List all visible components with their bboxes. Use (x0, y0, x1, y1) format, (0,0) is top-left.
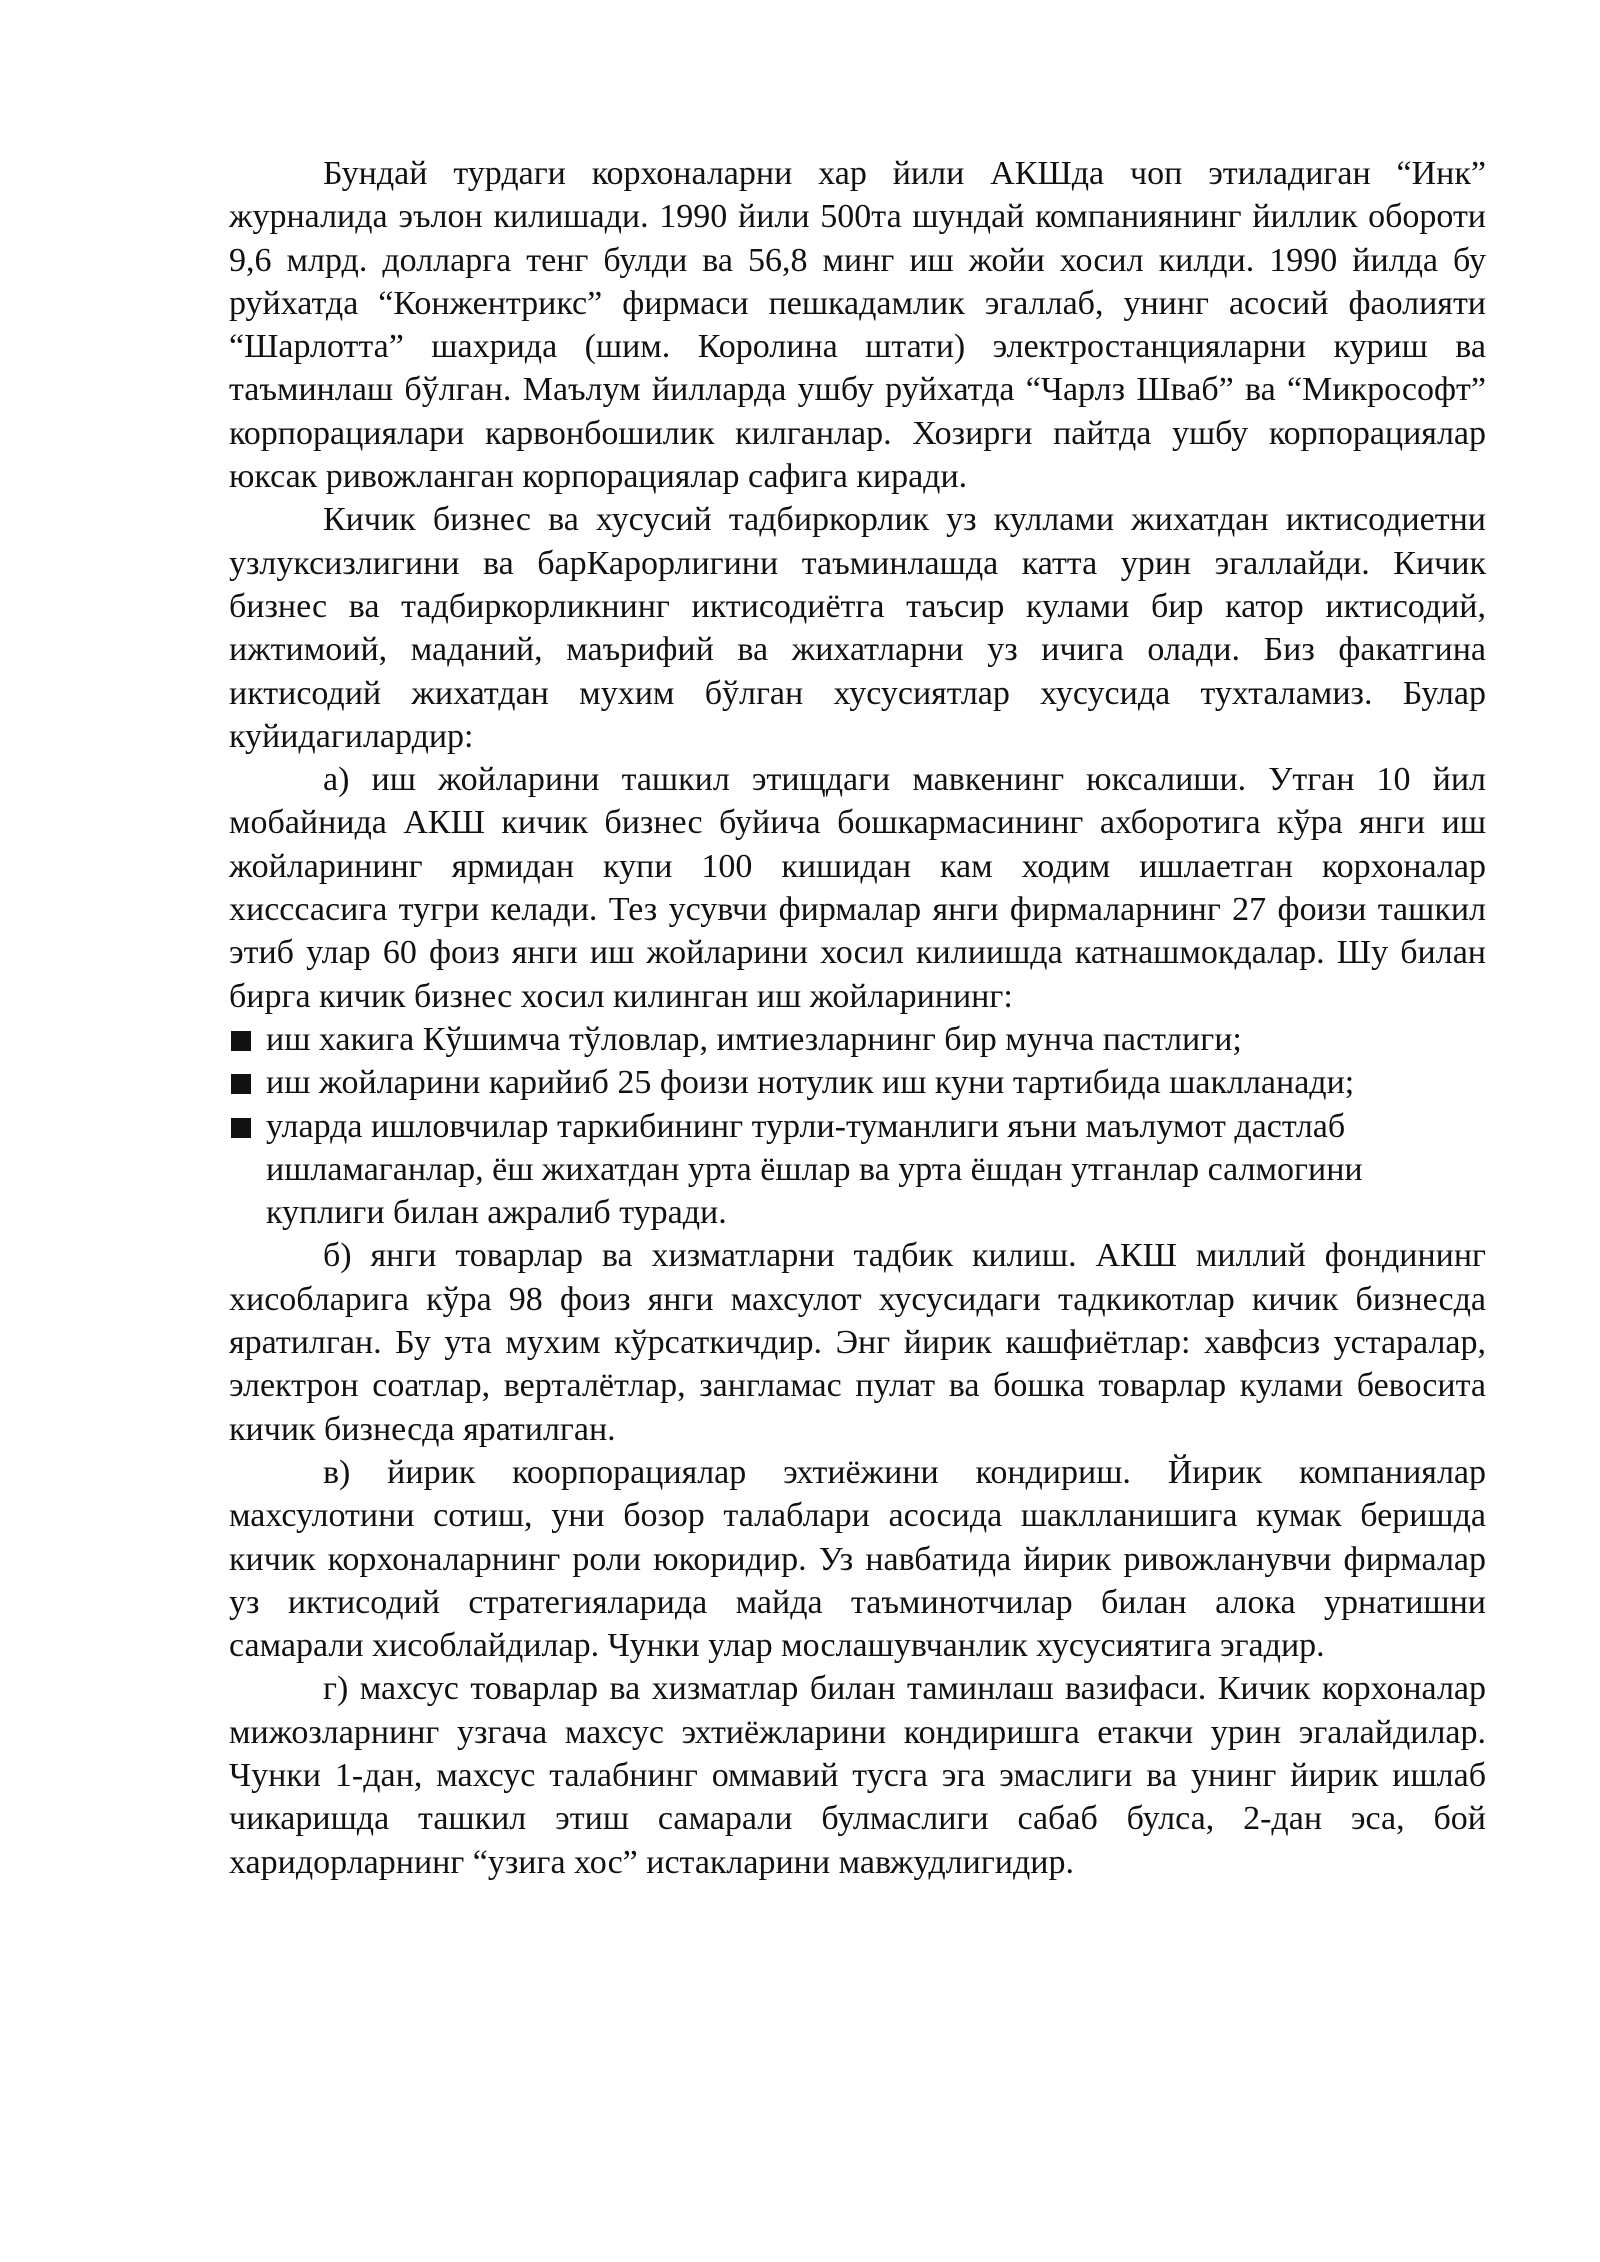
bullet-list (229, 1018, 1486, 1234)
list-item-text: иш жойларини карийиб 25 фоизи нотулик иш куни тартибида шаклланади; (266, 1064, 1355, 1102)
paragraph-item-b: б) янги товарлар ва хизматларни тадбик килиш. АКШ миллий фондининг хисобларига кўра 98 фоиз янги махсулот хусусидаги тадкикотлар кичик бизнесда яратилган. Бу ута мухим кўрсаткичдир. Энг йирик кашфиётлар: хавфсиз устаралар, электрон соатлар, верталётлар, зангламас пулат ва бошка товарлар кулами бевосита кичик бизнесда яратилган. (229, 1237, 1486, 1448)
square-bullet-icon (231, 1074, 251, 1094)
paragraph-item-v: в) йирик коорпорациялар эхтиёжини кондириш. Йирик компаниялар махсулотини сотиш, уни бозор талаблари асосида шаклланишига кумак беришда кичик корхоналарнинг роли юкоридир. Уз навбатида йирик ривожланувчи фирмалар уз иктисодий стратегияларида майда таъминотчилар билан алока урнатишни самарали хисоблайдилар. Чунки улар мослашувчанлик хусусиятига эгадир. (229, 1453, 1486, 1665)
list-item-text: иш хакига Кўшимча тўловлар, имтиезларнинг бир мунча пастлиги; (266, 1020, 1242, 1058)
paragraph-intro: Бундай турдаги корхоналарни хар йили АКШда чоп этиладиган “Инк” журналида эълон килишади. 1990 йили 500та шундай компаниянинг йиллик обороти 9,6 млрд. долларга тенг булди ва 56,8 минг иш жойи хосил килди. 1990 йилда бу руйхатда “Конжентрикс” фирмаси пешкадамлик эгаллаб, унинг асосий фаолияти “Шарлотта” шахрида (шим. Королина штати) электростанцияларни куриш ва таъминлаш бўлган. Маълум йилларда ушбу руйхатда “Чарлз Шваб” ва “Микрософт” корпорациялари карвонбошилик килганлар. Хозирги пайтда ушбу корпорациялар юксак ривожланган корпорациялар сафига киради. (229, 155, 1486, 496)
paragraph-item-a: а) иш жойларини ташкил этищдаги мавкенинг юксалиши. Утган 10 йил мобайнида АКШ кичик бизнес буйича бошкармасининг ахборотига кўра янги иш жойларининг ярмидан купи 100 кишидан кам ходим ишлаетган корхоналар хисссасига тугри келади. Тез усувчи фирмалар янги фирмаларнинг 27 фоизи ташкил этиб улар 60 фоиз янги иш жойларини хосил килиишда катнашмокдалар. Шу билан бирга кичик бизнес хосил килинган иш жойларининг: (229, 761, 1486, 1015)
square-bullet-icon (231, 1118, 251, 1138)
paragraph-small-business: Кичик бизнес ва хусусий тадбиркорлик уз куллами жихатдан иктисодиетни узлуксизлигини ва барКарорлигини таъминлашда катта урин эгаллайди. Кичик бизнес ва тадбиркорликнинг иктисодиётга таъсир кулами бир катор иктисодий, ижтимоий, маданий, маърифий ва жихатларни уз ичига олади. Биз факатгина иктисодий жихатдан мухим бўлган хусусиятлар хусусида тухталамиз. Булар куйидагилардир: (229, 501, 1486, 755)
square-bullet-icon (231, 1031, 251, 1051)
paragraph-item-g: г) махсус товарлар ва хизматлар билан таминлаш вазифаси. Кичик корхоналар мижозларнинг узгача махсус эхтиёжларини кондиришга етакчи урин эгалайдилар. Чунки 1-дан, махсус талабнинг оммавий тусга эга эмаслиги ва унинг йирик ишлаб чикаришда ташкил этиш самарали булмаслиги сабаб булса, 2-дан эса, бой харидорларнинг “узига хос” истакларини мавжудлигидир. (229, 1670, 1486, 1881)
list-item (229, 1105, 1486, 1235)
document-page (229, 152, 1486, 1884)
list-item (229, 1061, 1486, 1104)
list-item (229, 1018, 1486, 1061)
list-item-text: уларда ишловчилар таркибининг турли-туманлиги яъни маълумот дастлаб ишламаганлар, ёш жихатдан урта ёшлар ва урта ёшдан утганлар салмогини куплиги билан ажралиб туради. (266, 1107, 1363, 1232)
